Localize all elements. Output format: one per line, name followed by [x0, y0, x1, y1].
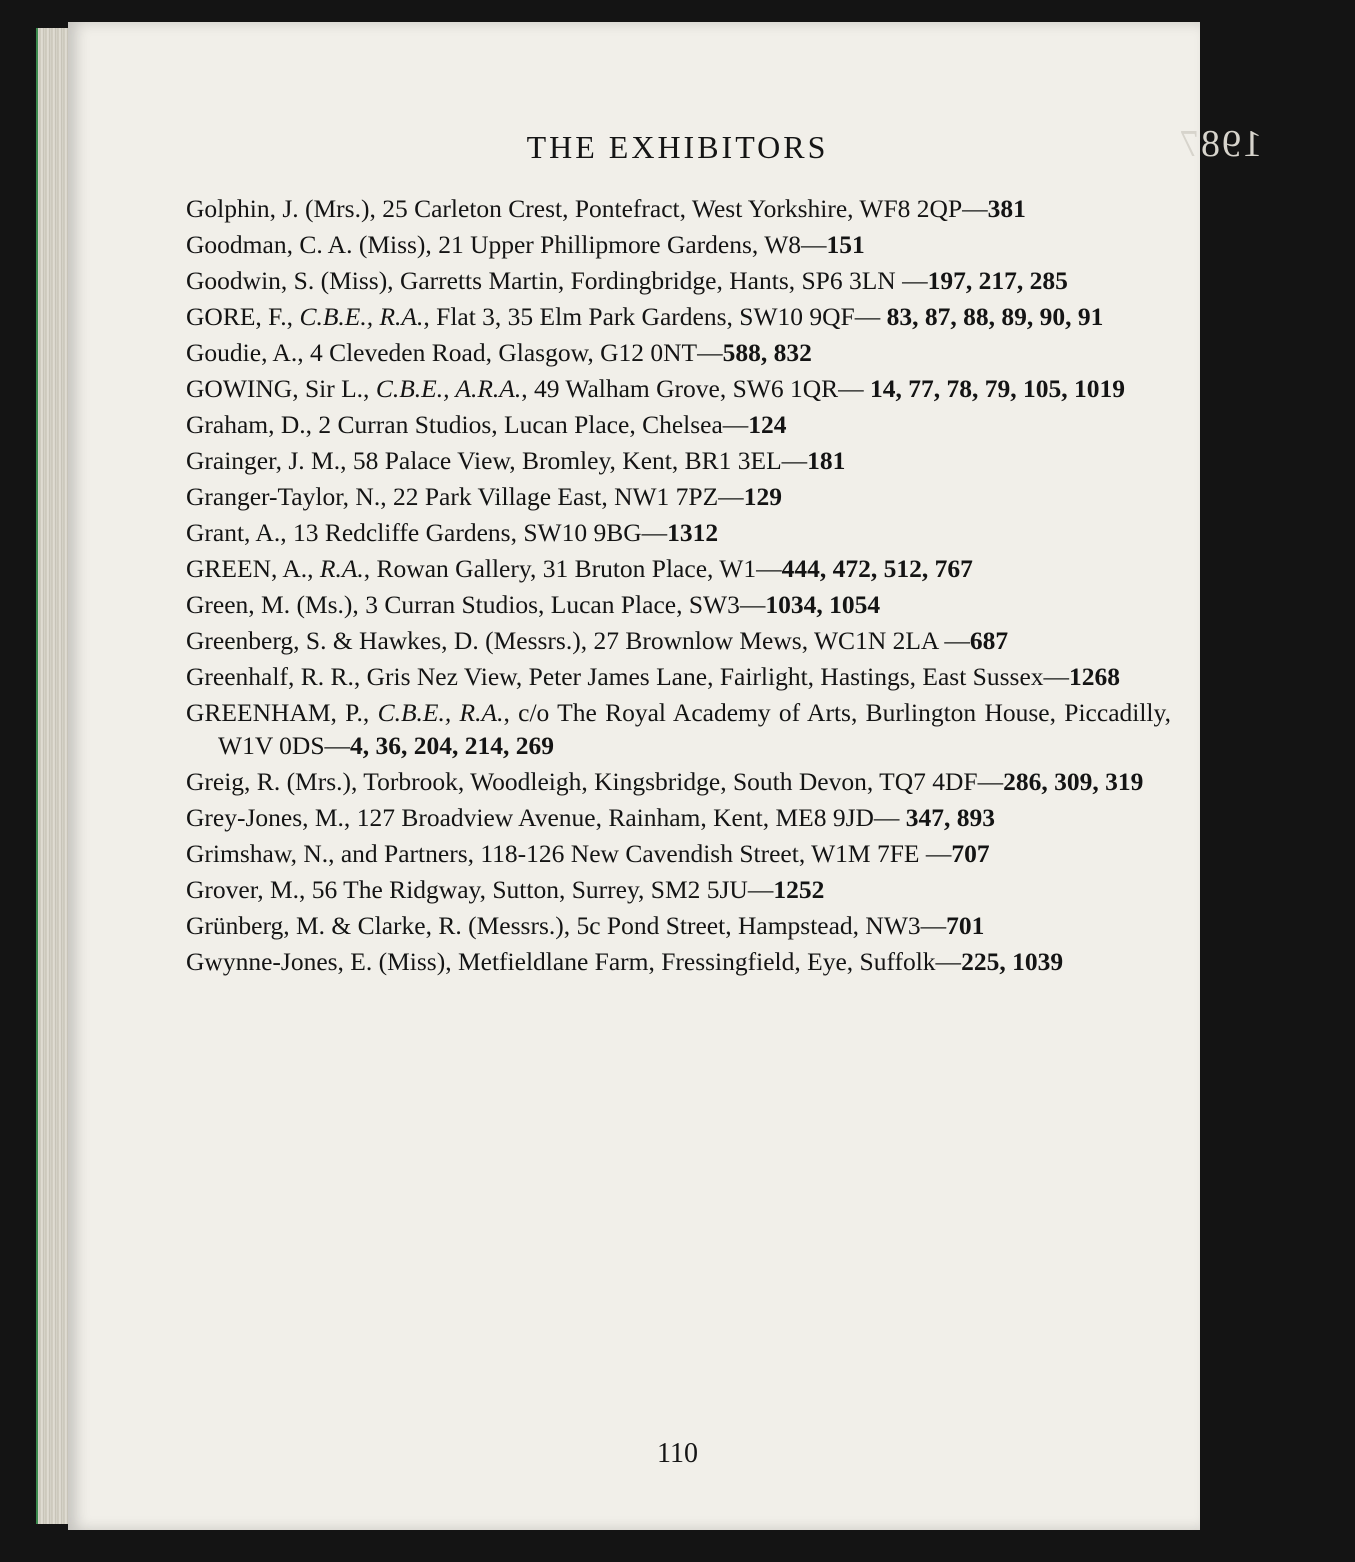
exhibitor-address: Garretts Martin, Fordingbridge, Hants, SP6 3LN —	[393, 266, 928, 295]
catalogue-numbers: 151	[826, 230, 865, 259]
exhibitor-entry	[186, 660, 1171, 693]
exhibitor-address: 5c Pond Street, Hampstead, NW3—	[570, 911, 947, 940]
exhibitor-entry	[186, 372, 1171, 405]
exhibitor-address: Metfieldlane Farm, Fressingfield, Eye, Suffolk—	[451, 947, 962, 976]
exhibitor-honours: C.B.E., R.A.	[377, 698, 504, 727]
exhibitor-address: , Flat 3, 35 Elm Park Gardens, SW10 9QF—	[423, 302, 887, 331]
catalogue-numbers: 14, 77, 78, 79, 105, 1019	[870, 374, 1126, 403]
exhibitor-address: 25 Carleton Crest, Pontefract, West Yorkshire, WF8 2QP—	[375, 194, 988, 223]
exhibitor-name: Granger-Taylor, N.,	[186, 482, 387, 511]
catalogue-numbers: 588, 832	[722, 338, 812, 367]
catalogue-numbers: 1268	[1069, 662, 1121, 691]
exhibitor-name: Greig, R. (Mrs.),	[186, 767, 358, 796]
exhibitor-name: Graham, D.,	[186, 410, 313, 439]
exhibitor-address: 56 The Ridgway, Sutton, Surrey, SM2 5JU—	[305, 875, 774, 904]
catalogue-numbers: 1312	[667, 518, 719, 547]
exhibitor-entry	[186, 192, 1171, 225]
exhibitor-name: GREENHAM, P.,	[186, 698, 378, 727]
exhibitor-entry	[186, 228, 1171, 261]
exhibitor-honours: C.B.E., A.R.A.	[375, 374, 522, 403]
catalogue-numbers: 286, 309, 319	[1003, 767, 1144, 796]
catalogue-numbers: 181	[807, 446, 846, 475]
exhibitor-name: GOWING, Sir L.,	[186, 374, 376, 403]
exhibitor-entry	[186, 909, 1171, 942]
catalogue-numbers: 701	[946, 911, 985, 940]
catalogue-numbers: 1034, 1054	[765, 590, 881, 619]
catalogue-numbers: 381	[987, 194, 1026, 223]
exhibitor-name: Grimshaw, N., and Partners,	[186, 839, 474, 868]
catalogue-numbers: 444, 472, 512, 767	[781, 554, 973, 583]
exhibitor-name: Greenberg, S. & Hawkes, D. (Messrs.),	[186, 626, 588, 655]
catalogue-numbers: 129	[743, 482, 782, 511]
exhibitor-list	[186, 192, 1171, 981]
catalogue-numbers: 225, 1039	[961, 947, 1064, 976]
exhibitor-address: 21 Upper Phillipmore Gardens, W8—	[431, 230, 827, 259]
exhibitor-name: Goudie, A.,	[186, 338, 304, 367]
exhibitor-address: Gris Nez View, Peter James Lane, Fairlight, Hastings, East Sussex—	[360, 662, 1070, 691]
exhibitor-name: Goodwin, S. (Miss),	[186, 266, 394, 295]
exhibitor-name: GREEN, A.,	[186, 554, 320, 583]
exhibitor-name: Gwynne-Jones, E. (Miss),	[186, 947, 452, 976]
exhibitor-entry	[186, 480, 1171, 513]
exhibitor-address: 13 Redcliffe Gardens, SW10 9BG—	[286, 518, 668, 547]
exhibitor-name: Golphin, J. (Mrs.),	[186, 194, 376, 223]
exhibitor-address: 22 Park Village East, NW1 7PZ—	[386, 482, 744, 511]
exhibitor-entry	[186, 945, 1171, 978]
exhibitor-entry	[186, 300, 1171, 333]
show-through-text: 1987	[1178, 123, 1262, 165]
exhibitor-honours: C.B.E., R.A.	[299, 302, 424, 331]
page-number: 110	[657, 1438, 698, 1469]
catalogue-numbers: 83, 87, 88, 89, 90, 91	[886, 302, 1104, 331]
exhibitor-name: GORE, F.,	[186, 302, 300, 331]
exhibitor-entry	[186, 264, 1171, 297]
exhibitor-entry	[186, 552, 1171, 585]
exhibitor-name: Greenhalf, R. R.,	[186, 662, 361, 691]
exhibitor-name: Green, M. (Ms.),	[186, 590, 359, 619]
exhibitor-entry	[186, 444, 1171, 477]
exhibitor-name: Grant, A.,	[186, 518, 287, 547]
exhibitor-name: Grünberg, M. & Clarke, R. (Messrs.),	[186, 911, 571, 940]
exhibitor-address: , Rowan Gallery, 31 Bruton Place, W1—	[363, 554, 782, 583]
catalogue-numbers: 4, 36, 204, 214, 269	[350, 731, 554, 760]
catalogue-numbers: 687	[969, 626, 1009, 655]
catalogue-numbers: 1252	[773, 875, 825, 904]
exhibitor-entry	[186, 801, 1171, 834]
exhibitor-address: 3 Curran Studios, Lucan Place, SW3—	[358, 590, 766, 619]
exhibitor-name: Goodman, C. A. (Miss),	[186, 230, 432, 259]
page-title: THE EXHIBITORS	[526, 129, 829, 166]
exhibitor-address: 58 Palace View, Bromley, Kent, BR1 3EL—	[346, 446, 808, 475]
exhibitor-name: Grey-Jones, M.,	[186, 803, 351, 832]
catalogue-numbers: 707	[951, 839, 990, 868]
exhibitor-entry	[186, 516, 1171, 549]
exhibitor-name: Grainger, J. M.,	[186, 446, 347, 475]
exhibitor-entry	[186, 588, 1171, 621]
exhibitor-honours: R.A.	[319, 554, 364, 583]
exhibitor-address: , c/o The Royal Academy of Arts, Burlington House, Piccadilly, W1V 0DS—	[218, 698, 1171, 760]
exhibitor-address: 2 Curran Studios, Lucan Place, Chelsea—	[312, 410, 749, 439]
exhibitor-name: Grover, M.,	[186, 875, 306, 904]
exhibitor-address: 4 Cleveden Road, Glasgow, G12 0NT—	[303, 338, 723, 367]
exhibitor-address: Torbrook, Woodleigh, Kingsbridge, South Devon, TQ7 4DF—	[357, 767, 1004, 796]
catalogue-numbers: 347, 893	[905, 803, 996, 832]
exhibitor-entry	[186, 696, 1171, 762]
exhibitor-address: , 49 Walham Grove, SW6 1QR—	[521, 374, 871, 403]
exhibitor-entry	[186, 408, 1171, 441]
exhibitor-entry	[186, 873, 1171, 906]
catalogue-numbers: 124	[748, 410, 787, 439]
exhibitor-address: 27 Brownlow Mews, WC1N 2LA —	[587, 626, 970, 655]
exhibitor-entry	[186, 765, 1171, 798]
catalogue-numbers: 197, 217, 285	[927, 266, 1068, 295]
exhibitor-entry	[186, 837, 1171, 870]
exhibitor-address: 118-126 New Cavendish Street, W1M 7FE —	[474, 839, 952, 868]
exhibitor-entry	[186, 624, 1171, 657]
exhibitor-address: 127 Broadview Avenue, Rainham, Kent, ME8 9JD—	[350, 803, 906, 832]
exhibitor-entry	[186, 336, 1171, 369]
